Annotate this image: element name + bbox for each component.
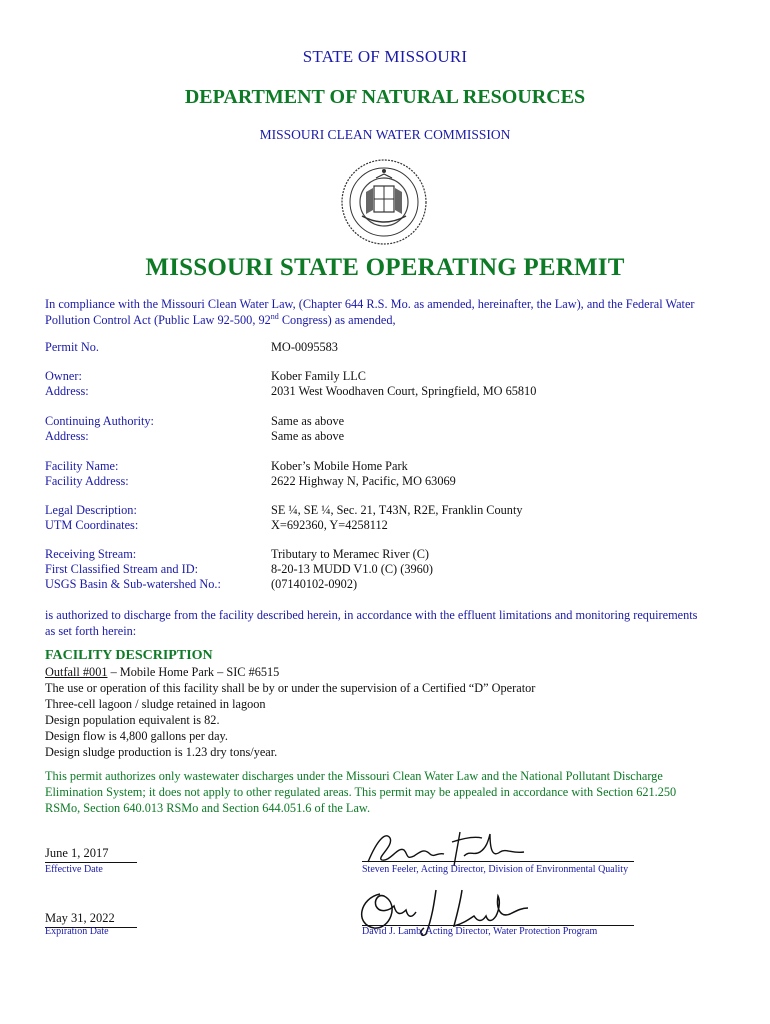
facility-line: The use or operation of this facility shall be by or under the supervision of a Certified “D” Operator xyxy=(45,681,536,695)
facility-line: Design flow is 4,800 gallons per day. xyxy=(45,729,228,743)
first-classified-label: First Classified Stream and ID: xyxy=(45,562,199,576)
owner-address-label: Address: xyxy=(45,384,89,398)
usgs-value: (07140102-0902) xyxy=(271,577,358,591)
effective-date-label: Effective Date xyxy=(45,864,103,875)
permit-no-label: Permit No. xyxy=(45,340,99,354)
facility-name-value: Kober’s Mobile Home Park xyxy=(271,459,408,473)
legal-description-value: SE ¼, SE ¼, Sec. 21, T43N, R2E, Franklin County xyxy=(271,503,523,517)
outfall-line: Outfall #001 – Mobile Home Park – SIC #6515 xyxy=(45,665,280,679)
notice-line-1: This permit authorizes only wastewater discharges under the Missouri Clean Water Law and the National Pollutant Discharge xyxy=(45,769,663,783)
permit-title: MISSOURI STATE OPERATING PERMIT xyxy=(145,254,625,281)
continuing-authority-value: Same as above xyxy=(271,414,345,428)
ca-address-value: Same as above xyxy=(271,429,345,443)
intro-line-2: Pollution Control Act (Public Law 92-500, 92nd Congress) as amended, xyxy=(45,311,396,327)
authorized-paragraph xyxy=(45,607,725,639)
state-heading: STATE OF MISSOURI xyxy=(302,47,468,66)
receiving-stream-label: Receiving Stream: xyxy=(45,547,137,561)
facility-name-label: Facility Name: xyxy=(45,459,119,473)
facility-description-heading: FACILITY DESCRIPTION xyxy=(45,648,213,663)
intro-paragraph xyxy=(45,296,725,328)
notice-line-2: Elimination System; it does not apply to other regulated areas. This permit may be appealed in accordance with Section 621.250 xyxy=(45,785,677,799)
commission-heading: MISSOURI CLEAN WATER COMMISSION xyxy=(259,127,511,142)
utm-value: X=692360, Y=4258112 xyxy=(271,518,388,532)
facility-line: Design population equivalent is 82. xyxy=(45,713,220,727)
owner-address-value: 2031 West Woodhaven Court, Springfield, MO 65810 xyxy=(271,384,537,398)
effective-date: June 1, 2017 xyxy=(45,846,137,863)
utm-label: UTM Coordinates: xyxy=(45,518,139,532)
intro-line-1: In compliance with the Missouri Clean Water Law, (Chapter 644 R.S. Mo. as amended, hereinafter, the Law), and the Federal Water xyxy=(45,297,695,311)
facility-line: Design sludge production is 1.23 dry tons/year. xyxy=(45,745,278,759)
expiration-date-label: Expiration Date xyxy=(45,926,109,937)
notice-line-3: RSMo, Section 640.013 RSMo and Section 644.051.6 of the Law. xyxy=(45,801,371,815)
owner-label: Owner: xyxy=(45,369,82,383)
usgs-label: USGS Basin & Sub-watershed No.: xyxy=(45,577,221,591)
expiration-date: May 31, 2022 xyxy=(45,911,137,928)
department-heading: DEPARTMENT OF NATURAL RESOURCES xyxy=(184,86,586,108)
signer-2-caption: David J. Lamb, Acting Director, Water Protection Program xyxy=(362,926,598,937)
signer-1-caption: Steven Feeler, Acting Director, Division of Environmental Quality xyxy=(362,864,629,875)
receiving-stream-value: Tributary to Meramec River (C) xyxy=(271,547,430,561)
continuing-authority-label: Continuing Authority: xyxy=(45,414,154,428)
ca-address-label: Address: xyxy=(45,429,89,443)
facility-address-label: Facility Address: xyxy=(45,474,129,488)
owner-value: Kober Family LLC xyxy=(271,369,366,383)
facility-address-value: 2622 Highway N, Pacific, MO 63069 xyxy=(271,474,456,488)
first-classified-value: 8-20-13 MUDD V1.0 (C) (3960) xyxy=(271,562,434,576)
notice-paragraph xyxy=(45,768,725,816)
permit-no-value: MO-0095583 xyxy=(271,340,338,354)
legal-description-label: Legal Description: xyxy=(45,503,137,517)
missouri-state-seal-icon xyxy=(340,158,428,246)
facility-description xyxy=(45,664,535,760)
outfall-id: Outfall #001 xyxy=(45,665,108,679)
authorized-line-1: is authorized to discharge from the facility described herein, in accordance with the effluent limitations and monitoring requirements xyxy=(45,608,698,622)
facility-line: Three-cell lagoon / sludge retained in lagoon xyxy=(45,697,266,711)
authorized-line-2: as set forth herein: xyxy=(45,624,137,638)
